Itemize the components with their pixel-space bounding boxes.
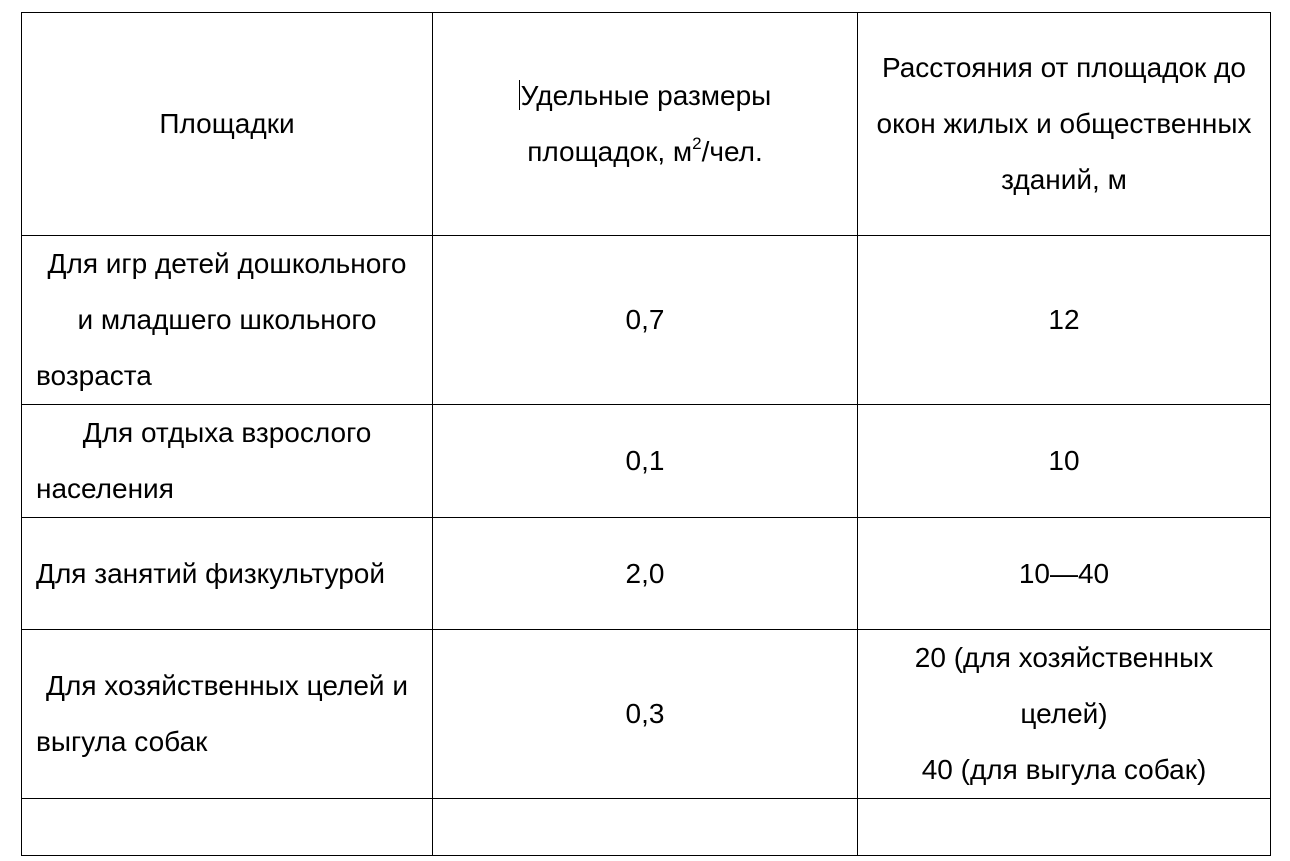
header-cell-unit-size (433, 13, 858, 236)
row-area-name: Для хозяйственных целей и выгула собак (22, 630, 433, 799)
row-distance (858, 630, 1271, 799)
row-distance-line-1: 20 (для хозяйственных целей) (914, 642, 1214, 729)
row-area-name: Для отдыха взрослого населения (22, 405, 433, 518)
row-unit-size: 0,1 (433, 405, 858, 518)
row-distance: 12 (858, 236, 1271, 405)
table-row (22, 236, 1271, 405)
row-area-name: Для игр детей дошкольного и младшего школьного возраста (22, 236, 433, 405)
table-row (22, 630, 1271, 799)
row-unit-size: 0,7 (433, 236, 858, 405)
table-row (22, 405, 1271, 518)
header-distance-text: Расстояния от площадок до окон жилых и общественных зданий, м (876, 52, 1252, 195)
table-row-empty (22, 799, 1271, 856)
row-distance-line-2: 40 (для выгула собак) (921, 754, 1207, 785)
table-row (22, 518, 1271, 630)
header-unit-size-text: Удельные размеры площадок, м (520, 80, 772, 167)
row-distance: 10 (858, 405, 1271, 518)
row-unit-size: 0,3 (433, 630, 858, 799)
norms-table (21, 12, 1271, 856)
row-area-name: Для занятий физкультурой (22, 518, 433, 630)
header-cell-distance (858, 13, 1271, 236)
row-unit-size (433, 799, 858, 856)
table-header-row (22, 13, 1271, 236)
row-area-name (22, 799, 433, 856)
header-cell-areas (22, 13, 433, 236)
header-areas-text: Площадки (159, 108, 295, 139)
row-unit-size: 2,0 (433, 518, 858, 630)
header-unit-size-superscript: 2 (692, 134, 702, 153)
row-distance: 10—40 (858, 518, 1271, 630)
header-unit-size-tail: /чел. (701, 136, 763, 167)
row-distance (858, 799, 1271, 856)
text-cursor (519, 80, 520, 110)
